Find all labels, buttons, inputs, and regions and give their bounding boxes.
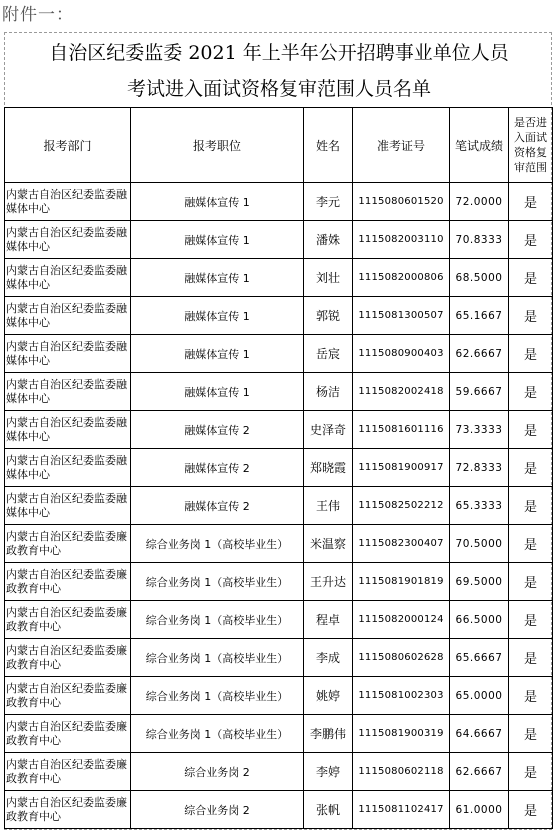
cell-position: 融媒体宣传 1 <box>131 221 304 259</box>
table-row <box>5 221 553 259</box>
cell-name: 史泽奇 <box>304 411 353 449</box>
cell-dept: 内蒙古自治区纪委监委融媒体中心 <box>5 411 131 449</box>
cell-score: 61.0000 <box>450 791 509 829</box>
cell-name: 王伟 <box>304 487 353 525</box>
cell-score: 70.5000 <box>450 525 509 563</box>
cell-score: 64.6667 <box>450 715 509 753</box>
cell-score: 73.3333 <box>450 411 509 449</box>
table-row <box>5 563 553 601</box>
table-body <box>5 183 553 829</box>
cell-qualified: 是 <box>509 791 553 829</box>
header-position: 报考职位 <box>131 108 304 183</box>
cell-exam-id: 1115082002418 <box>353 373 450 411</box>
cell-dept: 内蒙古自治区纪委监委廉政教育中心 <box>5 677 131 715</box>
cell-score: 62.6667 <box>450 335 509 373</box>
header-score: 笔试成绩 <box>450 108 509 183</box>
header-dept: 报考部门 <box>5 108 131 183</box>
cell-score: 65.0000 <box>450 677 509 715</box>
cell-exam-id: 1115080602628 <box>353 639 450 677</box>
cell-dept: 内蒙古自治区纪委监委融媒体中心 <box>5 183 131 221</box>
cell-dept: 内蒙古自治区纪委监委融媒体中心 <box>5 297 131 335</box>
cell-exam-id: 1115082502212 <box>353 487 450 525</box>
table-row <box>5 487 553 525</box>
cell-dept: 内蒙古自治区纪委监委廉政教育中心 <box>5 563 131 601</box>
cell-exam-id: 1115082300407 <box>353 525 450 563</box>
title-line-1: 自治区纪委监委 2021 年上半年公开招聘事业单位人员 <box>49 42 509 64</box>
table-row <box>5 791 553 829</box>
cell-position: 综合业务岗 2 <box>131 753 304 791</box>
cell-position: 综合业务岗 1（高校毕业生） <box>131 677 304 715</box>
cell-score: 72.8333 <box>450 449 509 487</box>
cell-qualified: 是 <box>509 715 553 753</box>
cell-name: 程卓 <box>304 601 353 639</box>
cell-score: 72.0000 <box>450 183 509 221</box>
cell-name: 岳宸 <box>304 335 353 373</box>
cell-qualified: 是 <box>509 221 553 259</box>
cell-qualified: 是 <box>509 563 553 601</box>
header-name: 姓名 <box>304 108 353 183</box>
cell-position: 融媒体宣传 2 <box>131 449 304 487</box>
cell-exam-id: 1115082000124 <box>353 601 450 639</box>
cell-qualified: 是 <box>509 259 553 297</box>
cell-name: 米温察 <box>304 525 353 563</box>
cell-score: 65.6667 <box>450 639 509 677</box>
cell-exam-id: 1115081900917 <box>353 449 450 487</box>
cell-dept: 内蒙古自治区纪委监委融媒体中心 <box>5 221 131 259</box>
table-row <box>5 753 553 791</box>
table-header-row <box>5 108 553 183</box>
cell-qualified: 是 <box>509 449 553 487</box>
cell-name: 王升达 <box>304 563 353 601</box>
cell-dept: 内蒙古自治区纪委监委廉政教育中心 <box>5 715 131 753</box>
cell-name: 姚婷 <box>304 677 353 715</box>
cell-position: 综合业务岗 2 <box>131 791 304 829</box>
cell-dept: 内蒙古自治区纪委监委融媒体中心 <box>5 449 131 487</box>
cell-position: 综合业务岗 1（高校毕业生） <box>131 563 304 601</box>
cell-qualified: 是 <box>509 335 553 373</box>
cell-score: 65.1667 <box>450 297 509 335</box>
cell-qualified: 是 <box>509 525 553 563</box>
cell-exam-id: 1115080602118 <box>353 753 450 791</box>
cell-exam-id: 1115081901819 <box>353 563 450 601</box>
cell-exam-id: 1115081102417 <box>353 791 450 829</box>
cell-score: 62.6667 <box>450 753 509 791</box>
cell-name: 刘壮 <box>304 259 353 297</box>
table-row <box>5 639 553 677</box>
cell-exam-id: 1115082000806 <box>353 259 450 297</box>
table-row <box>5 525 553 563</box>
cell-exam-id: 1115081601116 <box>353 411 450 449</box>
header-exam-id: 准考证号 <box>353 108 450 183</box>
cell-name: 李成 <box>304 639 353 677</box>
cell-position: 综合业务岗 1（高校毕业生） <box>131 601 304 639</box>
candidate-table <box>4 107 553 829</box>
cell-score: 69.5000 <box>450 563 509 601</box>
table-row <box>5 411 553 449</box>
cell-exam-id: 1115080601520 <box>353 183 450 221</box>
cell-name: 李元 <box>304 183 353 221</box>
cell-position: 融媒体宣传 1 <box>131 297 304 335</box>
table-row <box>5 183 553 221</box>
table-row <box>5 677 553 715</box>
cell-name: 潘姝 <box>304 221 353 259</box>
cell-position: 融媒体宣传 2 <box>131 411 304 449</box>
table-row <box>5 449 553 487</box>
title-line-2: 考试进入面试资格复审范围人员名单 <box>126 78 431 100</box>
cell-name: 杨洁 <box>304 373 353 411</box>
cell-exam-id: 1115082003110 <box>353 221 450 259</box>
cell-name: 郑晓霞 <box>304 449 353 487</box>
table-row <box>5 715 553 753</box>
cell-qualified: 是 <box>509 639 553 677</box>
cell-exam-id: 1115081300507 <box>353 297 450 335</box>
cell-name: 张帆 <box>304 791 353 829</box>
cell-score: 70.8333 <box>450 221 509 259</box>
cell-exam-id: 1115080900403 <box>353 335 450 373</box>
cell-qualified: 是 <box>509 411 553 449</box>
table-row <box>5 373 553 411</box>
cell-exam-id: 1115081900319 <box>353 715 450 753</box>
cell-score: 65.3333 <box>450 487 509 525</box>
cell-dept: 内蒙古自治区纪委监委廉政教育中心 <box>5 525 131 563</box>
cell-qualified: 是 <box>509 297 553 335</box>
cell-score: 66.5000 <box>450 601 509 639</box>
cell-qualified: 是 <box>509 183 553 221</box>
cell-position: 融媒体宣传 2 <box>131 487 304 525</box>
cell-dept: 内蒙古自治区纪委监委融媒体中心 <box>5 335 131 373</box>
cell-position: 综合业务岗 1（高校毕业生） <box>131 525 304 563</box>
cell-position: 融媒体宣传 1 <box>131 259 304 297</box>
cell-qualified: 是 <box>509 487 553 525</box>
cell-qualified: 是 <box>509 373 553 411</box>
cell-position: 融媒体宣传 1 <box>131 335 304 373</box>
cell-name: 李婷 <box>304 753 353 791</box>
cell-qualified: 是 <box>509 601 553 639</box>
cell-exam-id: 1115081002303 <box>353 677 450 715</box>
table-row <box>5 601 553 639</box>
cell-position: 综合业务岗 1（高校毕业生） <box>131 715 304 753</box>
cell-name: 郭锐 <box>304 297 353 335</box>
cell-qualified: 是 <box>509 753 553 791</box>
cell-position: 综合业务岗 1（高校毕业生） <box>131 639 304 677</box>
table-row <box>5 297 553 335</box>
cell-dept: 内蒙古自治区纪委监委廉政教育中心 <box>5 753 131 791</box>
cell-dept: 内蒙古自治区纪委监委廉政教育中心 <box>5 601 131 639</box>
cell-name: 李鹏伟 <box>304 715 353 753</box>
cell-score: 68.5000 <box>450 259 509 297</box>
table-row <box>5 335 553 373</box>
cell-qualified: 是 <box>509 677 553 715</box>
cell-dept: 内蒙古自治区纪委监委融媒体中心 <box>5 487 131 525</box>
cell-position: 融媒体宣传 1 <box>131 373 304 411</box>
cell-dept: 内蒙古自治区纪委监委融媒体中心 <box>5 259 131 297</box>
cell-position: 融媒体宣传 1 <box>131 183 304 221</box>
header-qualified: 是否进入面试资格复审范围 <box>509 108 553 183</box>
attachment-label: 附件一： <box>2 5 74 25</box>
cell-dept: 内蒙古自治区纪委监委廉政教育中心 <box>5 639 131 677</box>
cell-dept: 内蒙古自治区纪委监委廉政教育中心 <box>5 791 131 829</box>
cell-dept: 内蒙古自治区纪委监委融媒体中心 <box>5 373 131 411</box>
table-row <box>5 259 553 297</box>
cell-score: 59.6667 <box>450 373 509 411</box>
